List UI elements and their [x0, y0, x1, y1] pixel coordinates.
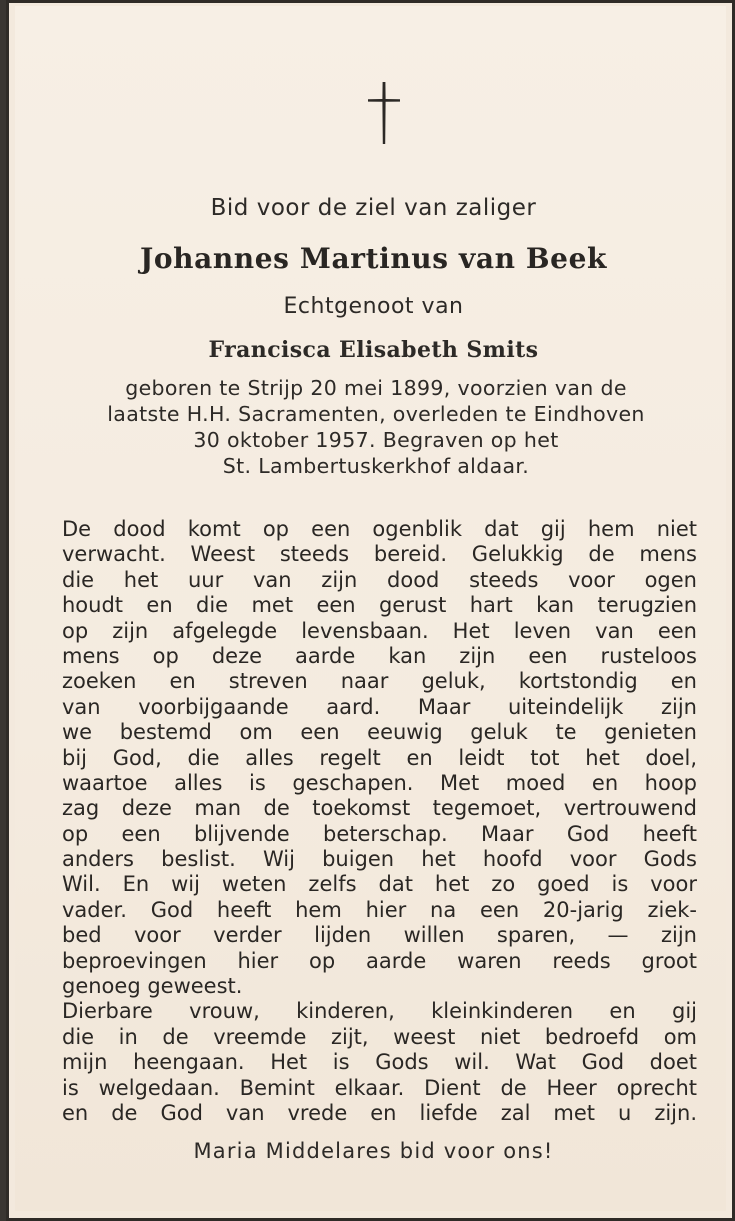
text-line: die in de vreemde zijt, weest niet bedroefd om	[62, 1024, 697, 1049]
text-line: genoeg geweest.	[62, 974, 243, 999]
text-line: van voorbijgaande aard. Maar uiteindelijk zijn	[62, 694, 697, 719]
text-line: vader. God heeft hem hier na een 20-jarig ziek-	[62, 897, 697, 922]
text-line: op een blijvende beterschap. Maar God heeft	[62, 821, 697, 846]
text-line: verwacht. Weest steeds bereid. Gelukkig de mens	[62, 542, 697, 567]
bio-line: laatste H.H. Sacramenten, overleden te Eindhoven	[107, 402, 645, 426]
spouse-name: Francisca Elisabeth Smits	[208, 337, 539, 363]
text-line: die het uur van zijn dood steeds voor ogen	[62, 567, 697, 592]
bio-line: geboren te Strijp 20 mei 1899, voorzien van de	[125, 376, 627, 400]
text-line: en de God van vrede en liefde zal met u zijn.	[62, 1100, 697, 1125]
cross-icon	[367, 82, 401, 144]
text-line: is welgedaan. Bemint elkaar. Dient de Heer oprecht	[62, 1075, 697, 1100]
text-line: zoeken en streven naar geluk, kortstondig en	[62, 669, 697, 694]
relation-line: Echtgenoot van	[283, 294, 464, 319]
text-line: Wil. En wij weten zelfs dat het zo goed is voor	[62, 872, 697, 897]
text-line: Dierbare vrouw, kinderen, kleinkinderen en gij	[62, 999, 697, 1024]
text-line: mens op deze aarde kan zijn een rusteloos	[62, 643, 697, 668]
text-line: op zijn afgelegde levensbaan. Het leven van een	[62, 618, 697, 643]
deceased-name: Johannes Martinus van Beek	[140, 242, 607, 275]
memorial-card	[6, 0, 735, 1221]
intro-line: Bid voor de ziel van zaliger	[210, 195, 537, 221]
text-line: De dood komt op een ogenblik dat gij hem niet	[62, 517, 697, 541]
text-line: waartoe alles is geschapen. Met moed en hoop	[62, 770, 697, 795]
biography-block	[46, 375, 706, 479]
text-line: anders beslist. Wij buigen het hoofd voor Gods	[62, 847, 697, 872]
text-line: zag deze man de toekomst tegemoet, vertrouwend	[62, 796, 697, 821]
memorial-text	[62, 517, 697, 1126]
text-line: we bestemd om een eeuwig geluk te genieten	[62, 720, 697, 745]
text-line: beproevingen hier op aarde waren reeds groot	[62, 948, 697, 973]
text-line: houdt en die met een gerust hart kan terugzien	[62, 593, 697, 618]
text-line: bij God, die alles regelt en leidt tot het doel,	[62, 745, 697, 770]
text-line: mijn heengaan. Het is Gods wil. Wat God doet	[62, 1050, 697, 1075]
closing-prayer: Maria Middelares bid voor ons!	[193, 1139, 554, 1163]
bio-line: 30 oktober 1957. Begraven op het	[193, 428, 559, 452]
text-line: bed voor verder lijden willen sparen, — zijn	[62, 923, 697, 948]
bio-line: St. Lambertuskerkhof aldaar.	[222, 454, 530, 478]
